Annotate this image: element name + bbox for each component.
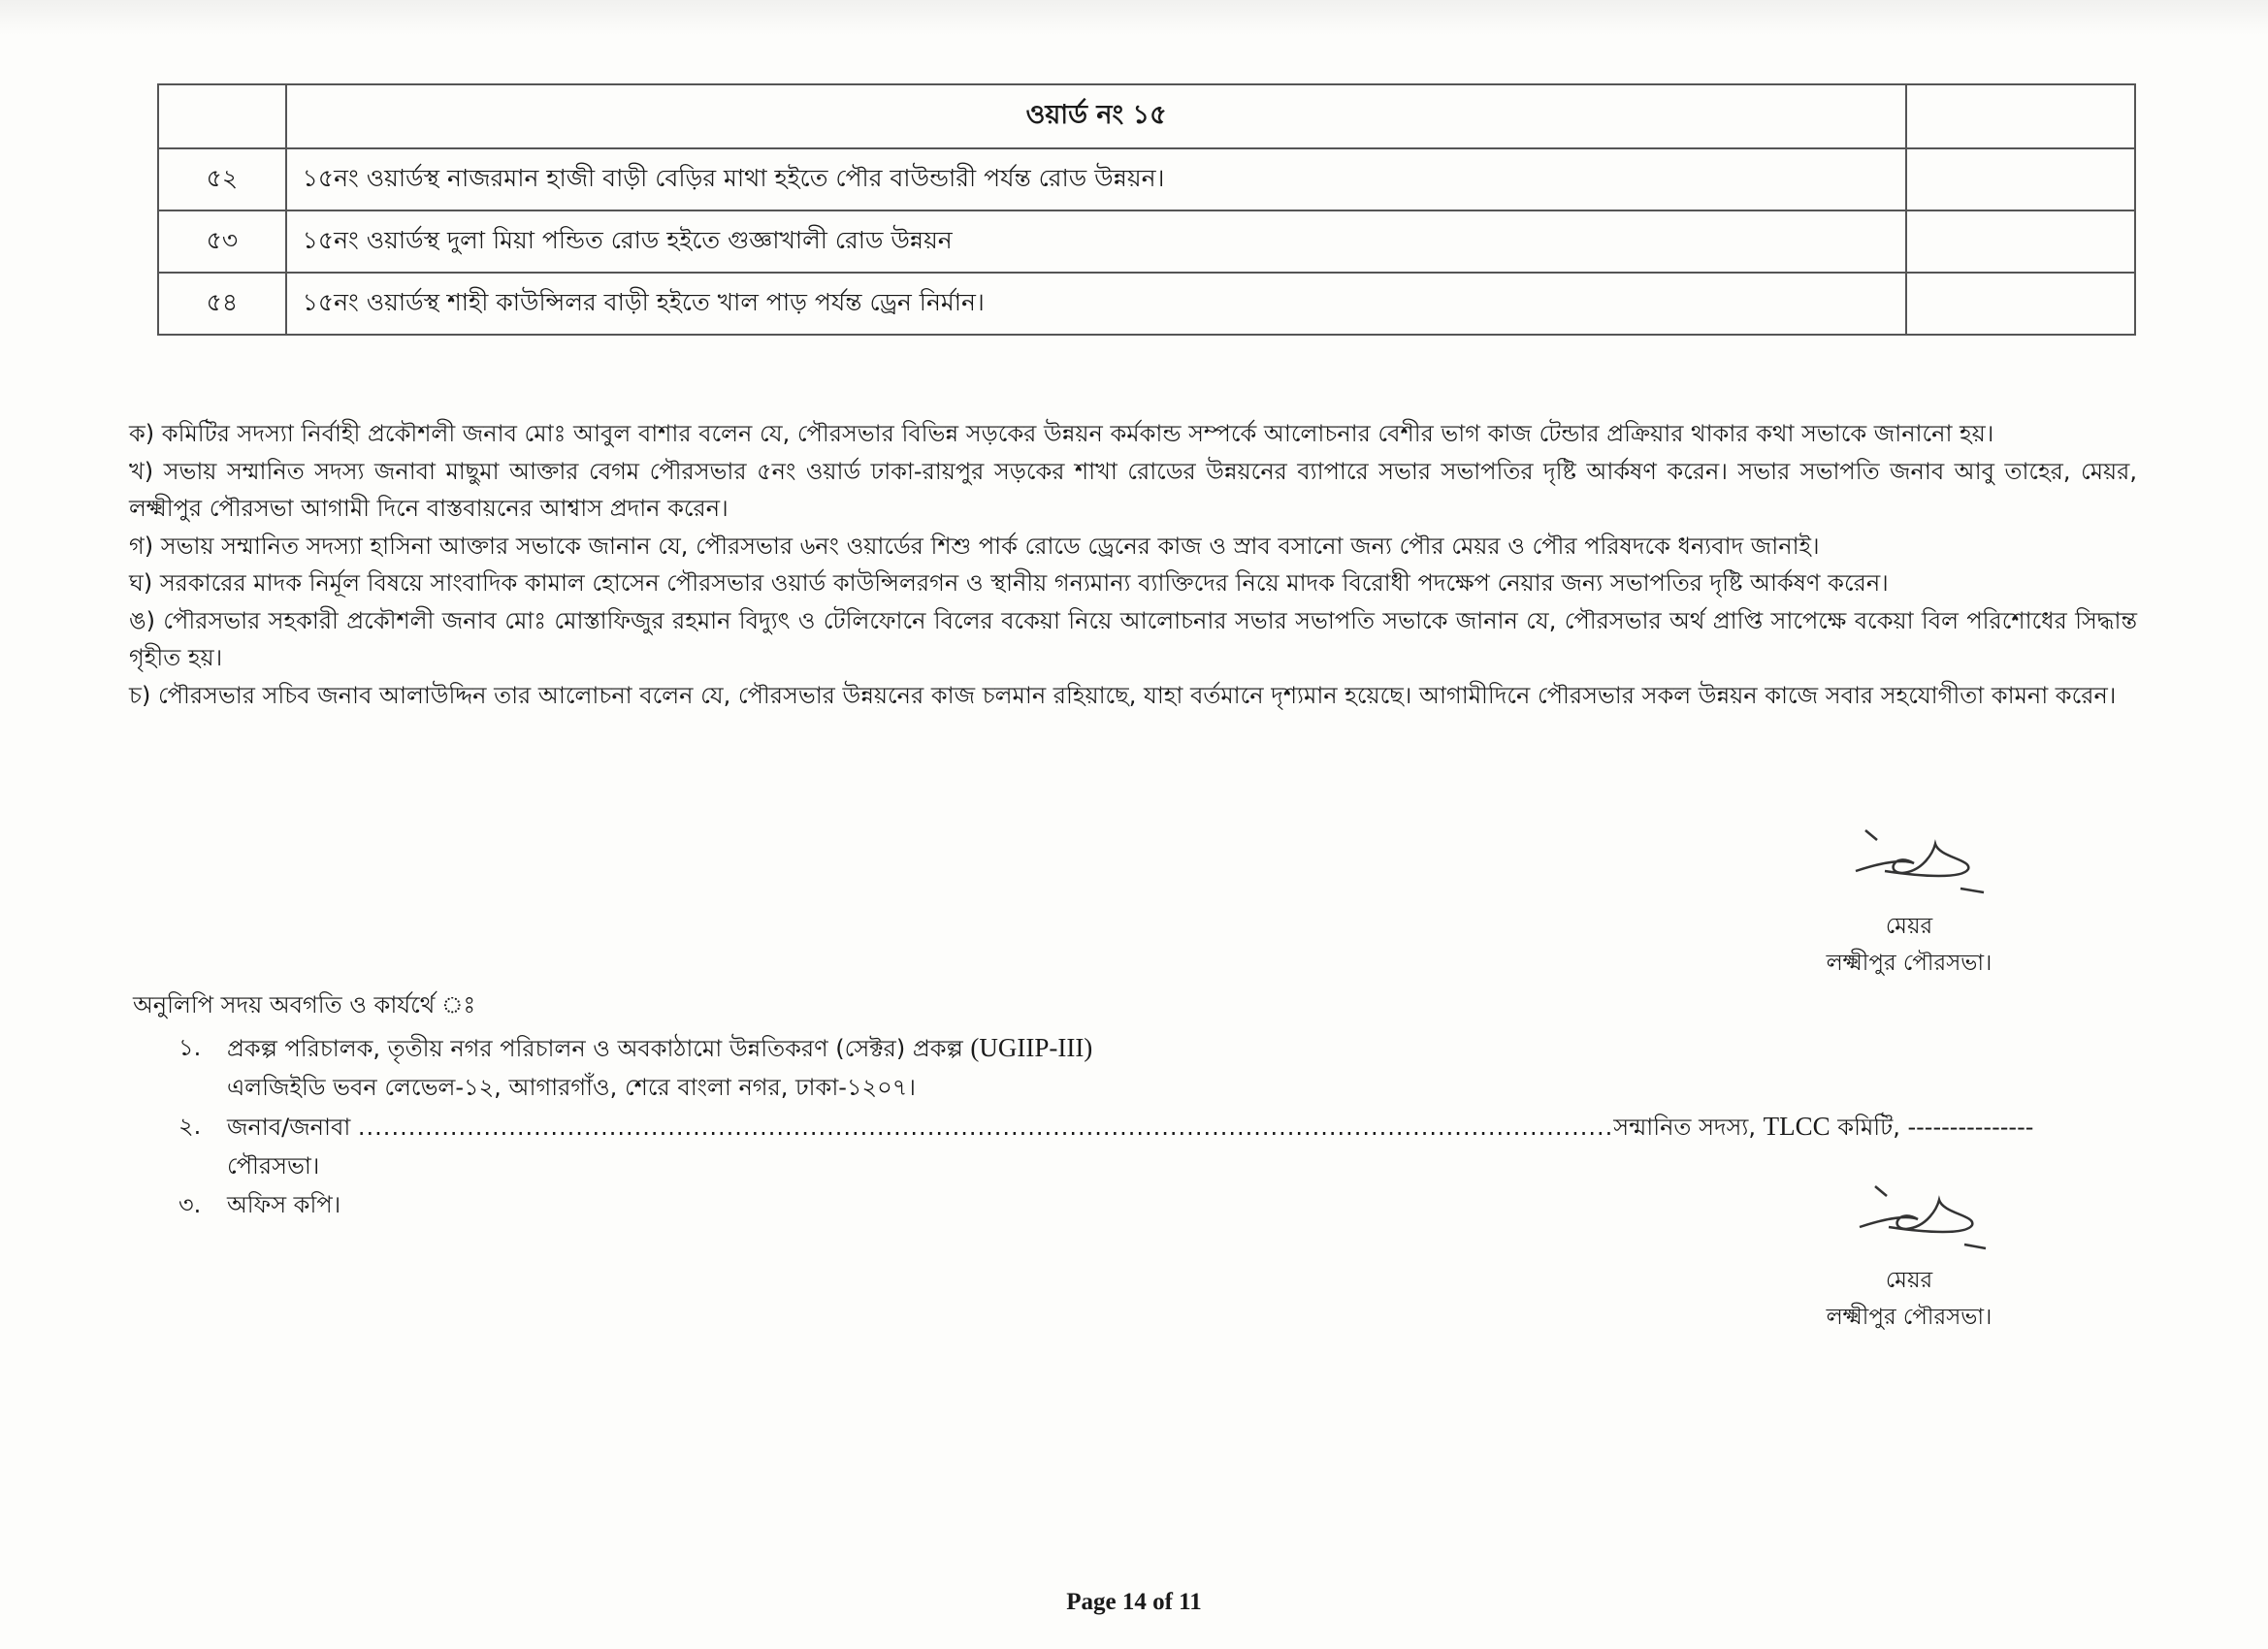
row-remarks xyxy=(1906,273,2135,335)
project-code: (UGIIP-III) xyxy=(970,1033,1093,1062)
tlcc-label: TLCC xyxy=(1763,1112,1831,1141)
committee-blank: --------------- xyxy=(1907,1114,2034,1141)
copy-item-recipient: প্রকল্প পরিচালক, তৃতীয় নগর পরিচালন ও অবকাঠামো উন্নতিকরণ (সেক্টর) প্রকল্প xyxy=(227,1035,963,1062)
signatory-title: মেয়র xyxy=(1885,914,1933,939)
signature-icon xyxy=(1827,823,1992,900)
table-row xyxy=(158,273,2135,335)
signature-icon xyxy=(1827,1177,1992,1254)
row-number: ৫৪ xyxy=(158,273,286,335)
copy-item-number: ৩. xyxy=(178,1191,202,1218)
note-gha: ঘ) সরকারের মাদক নির্মূল বিষয়ে সাংবাদিক কামাল হোসেন পৌরসভার ওয়ার্ড কাউন্সিলরগন ও স্থানীয় গন্যমান্য ব্যাক্তিদের নিয়ে মাদক বিরোধী পদক্ষেপ নেয়ার জন্য সভাপতির দৃষ্টি আর্কষণ করেন। xyxy=(129,569,1889,597)
row-number: ৫৩ xyxy=(158,210,286,273)
row-description: ১৫নং ওয়ার্ডস্থ শাহী কাউন্সিলর বাড়ী হইতে খাল পাড় পর্যন্ত ড্রেন নির্মান। xyxy=(286,273,1907,335)
note-kha: খ) সভায় সম্মানিত সদস্য জনাবা মাছুমা আক্তার বেগম পৌরসভার ৫নং ওয়ার্ড ঢাকা-রায়পুর সড়কের শাখা রোডের উন্নয়নের ব্যাপারে সভার সভাপতির দৃষ্টি আর্কষণ করেন। সভার সভাপতি জনাব আবু তাহের, মেয়র, লক্ষ্মীপুর পৌরসভা আগামী দিনে বাস্তবায়নের আশ্বাস প্রদান করেন। xyxy=(129,457,2137,522)
row-number: ৫২ xyxy=(158,148,286,210)
scan-edge-shadow xyxy=(0,0,2268,35)
table-header-row xyxy=(158,84,2135,148)
table-row xyxy=(158,148,2135,210)
mayor-signature-block-top xyxy=(1802,823,2016,982)
municipality-label: পৌরসভা। xyxy=(227,1152,320,1180)
ward-project-table xyxy=(157,83,2136,336)
row-description: ১৫নং ওয়ার্ডস্থ দুলা মিয়া পন্ডিত রোড হইতে গুজ্ঞাখালী রোড উন্নয়ন xyxy=(286,210,1907,273)
note-cha: চ) পৌরসভার সচিব জনাব আলাউদ্দিন তার আলোচনা বলেন যে, পৌরসভার উন্নয়নের কাজ চলমান রহিয়াছে, যাহা বর্তমানে দৃশ্যমান হয়েছে। আগামীদিনে পৌরসভার সকল উন্নয়ন কাজে সবার সহযোগীতা কামনা করেন। xyxy=(129,681,2117,709)
copy-item-address: এলজিইডি ভবন লেভেল-১২, আগারগাঁও, শেরে বাংলা নগর, ঢাকা-১২০৭। xyxy=(227,1074,916,1101)
ward-heading: ওয়ার্ড নং ১৫ xyxy=(286,84,1907,148)
signatory-title: মেয়র xyxy=(1885,1268,1933,1293)
header-remarks-cell xyxy=(1906,84,2135,148)
office-copy: অফিস কপি। xyxy=(227,1191,341,1218)
signatory-office: লক্ষ্মীপুর পৌরসভা। xyxy=(1826,1305,1993,1330)
note-uma: ঙ) পৌরসভার সহকারী প্রকৌশলী জনাব মোঃ মোস্তাফিজুর রহমান বিদ্যুৎ ও টেলিফোনে বিলের বকেয়া নিয়ে আলোচনার সভার সভাপতি সভাকে জানান যে, পৌরসভার অর্থ প্রাপ্তি সাপেক্ষে বকেয়া বিল পরিশোধের সিদ্ধান্ত গৃহীত হয়। xyxy=(129,606,2137,671)
header-number-cell xyxy=(158,84,286,148)
copy-item-number: ২. xyxy=(178,1113,202,1140)
copy-item xyxy=(178,1107,2109,1185)
row-description: ১৫নং ওয়ার্ডস্থ নাজরমান হাজী বাড়ী বেড়ির মাথা হইতে পৌর বাউন্ডারী পর্যন্ত রোড উন্নয়ন। xyxy=(286,148,1907,210)
committee-label: কমিটি, xyxy=(1837,1114,1900,1141)
signatory-office: লক্ষ্মীপুর পৌরসভা। xyxy=(1826,951,1993,976)
row-remarks xyxy=(1906,148,2135,210)
page-number: Page 14 of 11 xyxy=(1066,1589,1202,1615)
note-ka: ক) কমিটির সদস্যা নির্বাহী প্রকৌশলী জনাব মোঃ আবুল বাশার বলেন যে, পৌরসভার বিভিন্ন সড়কের উন্নয়ন কর্মকান্ড সম্পর্কে আলোচনার বেশীর ভাগ কাজ টেন্ডার প্রক্রিয়ার থাকার কথা সভাকে জানানো হয়। xyxy=(129,420,1994,447)
copy-to-heading: অনুলিপি সদয় অবগতি ও কার্যর্থে ঃ xyxy=(133,991,476,1018)
row-remarks xyxy=(1906,210,2135,273)
copy-item xyxy=(178,1028,2109,1107)
name-blank: ...................................................................................................................................................... xyxy=(357,1114,1614,1141)
note-ga: গ) সভায় সম্মানিত সদস্যা হাসিনা আক্তার সভাকে জানান যে, পৌরসভার ৬নং ওয়ার্ডের শিশু পার্ক রোডে ড্রেনের কাজ ও স্রাব বসানো জন্য পৌর মেয়র ও পৌর পরিষদকে ধন্যবাদ জানাই। xyxy=(129,532,1820,560)
copy-item-number: ১. xyxy=(178,1034,202,1061)
meeting-notes xyxy=(129,415,2137,714)
salutation: জনাব/জনাবা xyxy=(227,1114,351,1141)
mayor-signature-block-bottom xyxy=(1802,1177,2016,1336)
member-designation: সন্মানিত সদস্য, xyxy=(1613,1114,1756,1141)
table-row xyxy=(158,210,2135,273)
